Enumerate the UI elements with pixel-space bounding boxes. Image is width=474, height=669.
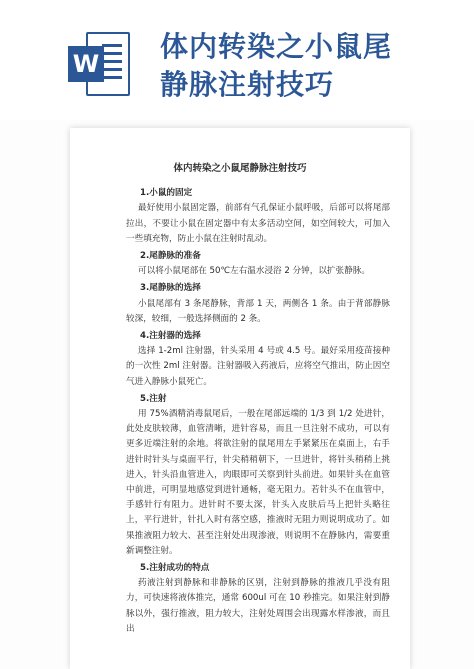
banner-title-line-1: 体内转染之小鼠尾 [160, 30, 393, 63]
text-line-shape [102, 60, 122, 63]
word-badge: W [68, 46, 104, 82]
section-heading: 3.尾静脉的选择 [140, 283, 201, 294]
section-heading: 1.小鼠的固定 [140, 188, 193, 199]
document-page [70, 128, 410, 669]
word-document-icon [68, 28, 130, 98]
section-paragraph: 用 75%酒精消毒鼠尾后，一般在尾部远端的 1/3 到 1/2 处进针，此处皮肤较薄，血管清晰，进针容易，而且一旦注射不成功，可以有更多近端注射的余地。将欲注射的鼠尾用左手紧紧压在桌面上，右手进针时针头与桌面平行，针尖稍稍朝下，一旦进针，将针头稍稍上挑进入，针头沿血管进入，肉眼即可关察到针头前进。如果针头在血管中前进，可明显地感觉到进针通畅，毫无阻力。若针头不在血管中，手感针行有阻力。进针时不要太深，针头入皮肤后马上把针头略往上，平行进针，针扎入时有落空感，推液时无阻力则说明成功了。如果推液阻力较大、甚至注射处出现渗液，则说明不在静脉内，需要重新调整注射。 [126, 409, 390, 556]
section-heading: 5.注射 [140, 393, 167, 404]
section-paragraph: 最好使用小鼠固定器，前部有气孔保证小鼠呼吸，后部可以将尾部拉出，不要让小鼠在固定器中有太多活动空间，如空间较大，可加入一些填充物，防止小鼠在注射时乱动。 [126, 203, 390, 244]
banner-title-line-2: 静脉注射技巧 [160, 68, 335, 101]
section-paragraph: 小鼠尾部有 3 条尾静脉，背部 1 天，两侧各 1 条。由于背部静脉较深，较细，一般选择侧面的 2 条。 [126, 298, 390, 324]
text-line-shape [102, 44, 122, 47]
section-heading: 5.注射成功的特点 [140, 563, 210, 574]
section-heading: 4.注射器的选择 [140, 331, 201, 342]
section-heading: 2.尾静脉的准备 [140, 251, 201, 262]
section-paragraph: 可以将小鼠尾部在 50℃左右温水浸浴 2 分钟，以扩张静脉。 [138, 266, 370, 277]
text-line-shape [102, 52, 122, 55]
banner [0, 0, 474, 120]
text-line-shape [102, 76, 122, 79]
banner-title [160, 28, 460, 104]
document-title: 体内转染之小鼠尾静脉注射技巧 [173, 163, 307, 174]
section-paragraph: 选择 1-2ml 注射器，针头采用 4 号或 4.5 号。最好采用疫苗接种的一次性 2ml 注射器。注射器吸入药液后，应将空气推出，防止因空气进入静脉小鼠死亡。 [126, 346, 390, 387]
document-body [70, 128, 410, 637]
section-paragraph: 药液注射到静脉和非静脉的区别，注射到静脉的推液几乎没有阻力，可快速将液体推完，通常 600ul 可在 10 秒推完。如果注射到静脉以外，强行推液，阻力较大，注射处周围会出现露水样渗液，而且出 [126, 578, 390, 634]
text-line-shape [102, 68, 122, 71]
